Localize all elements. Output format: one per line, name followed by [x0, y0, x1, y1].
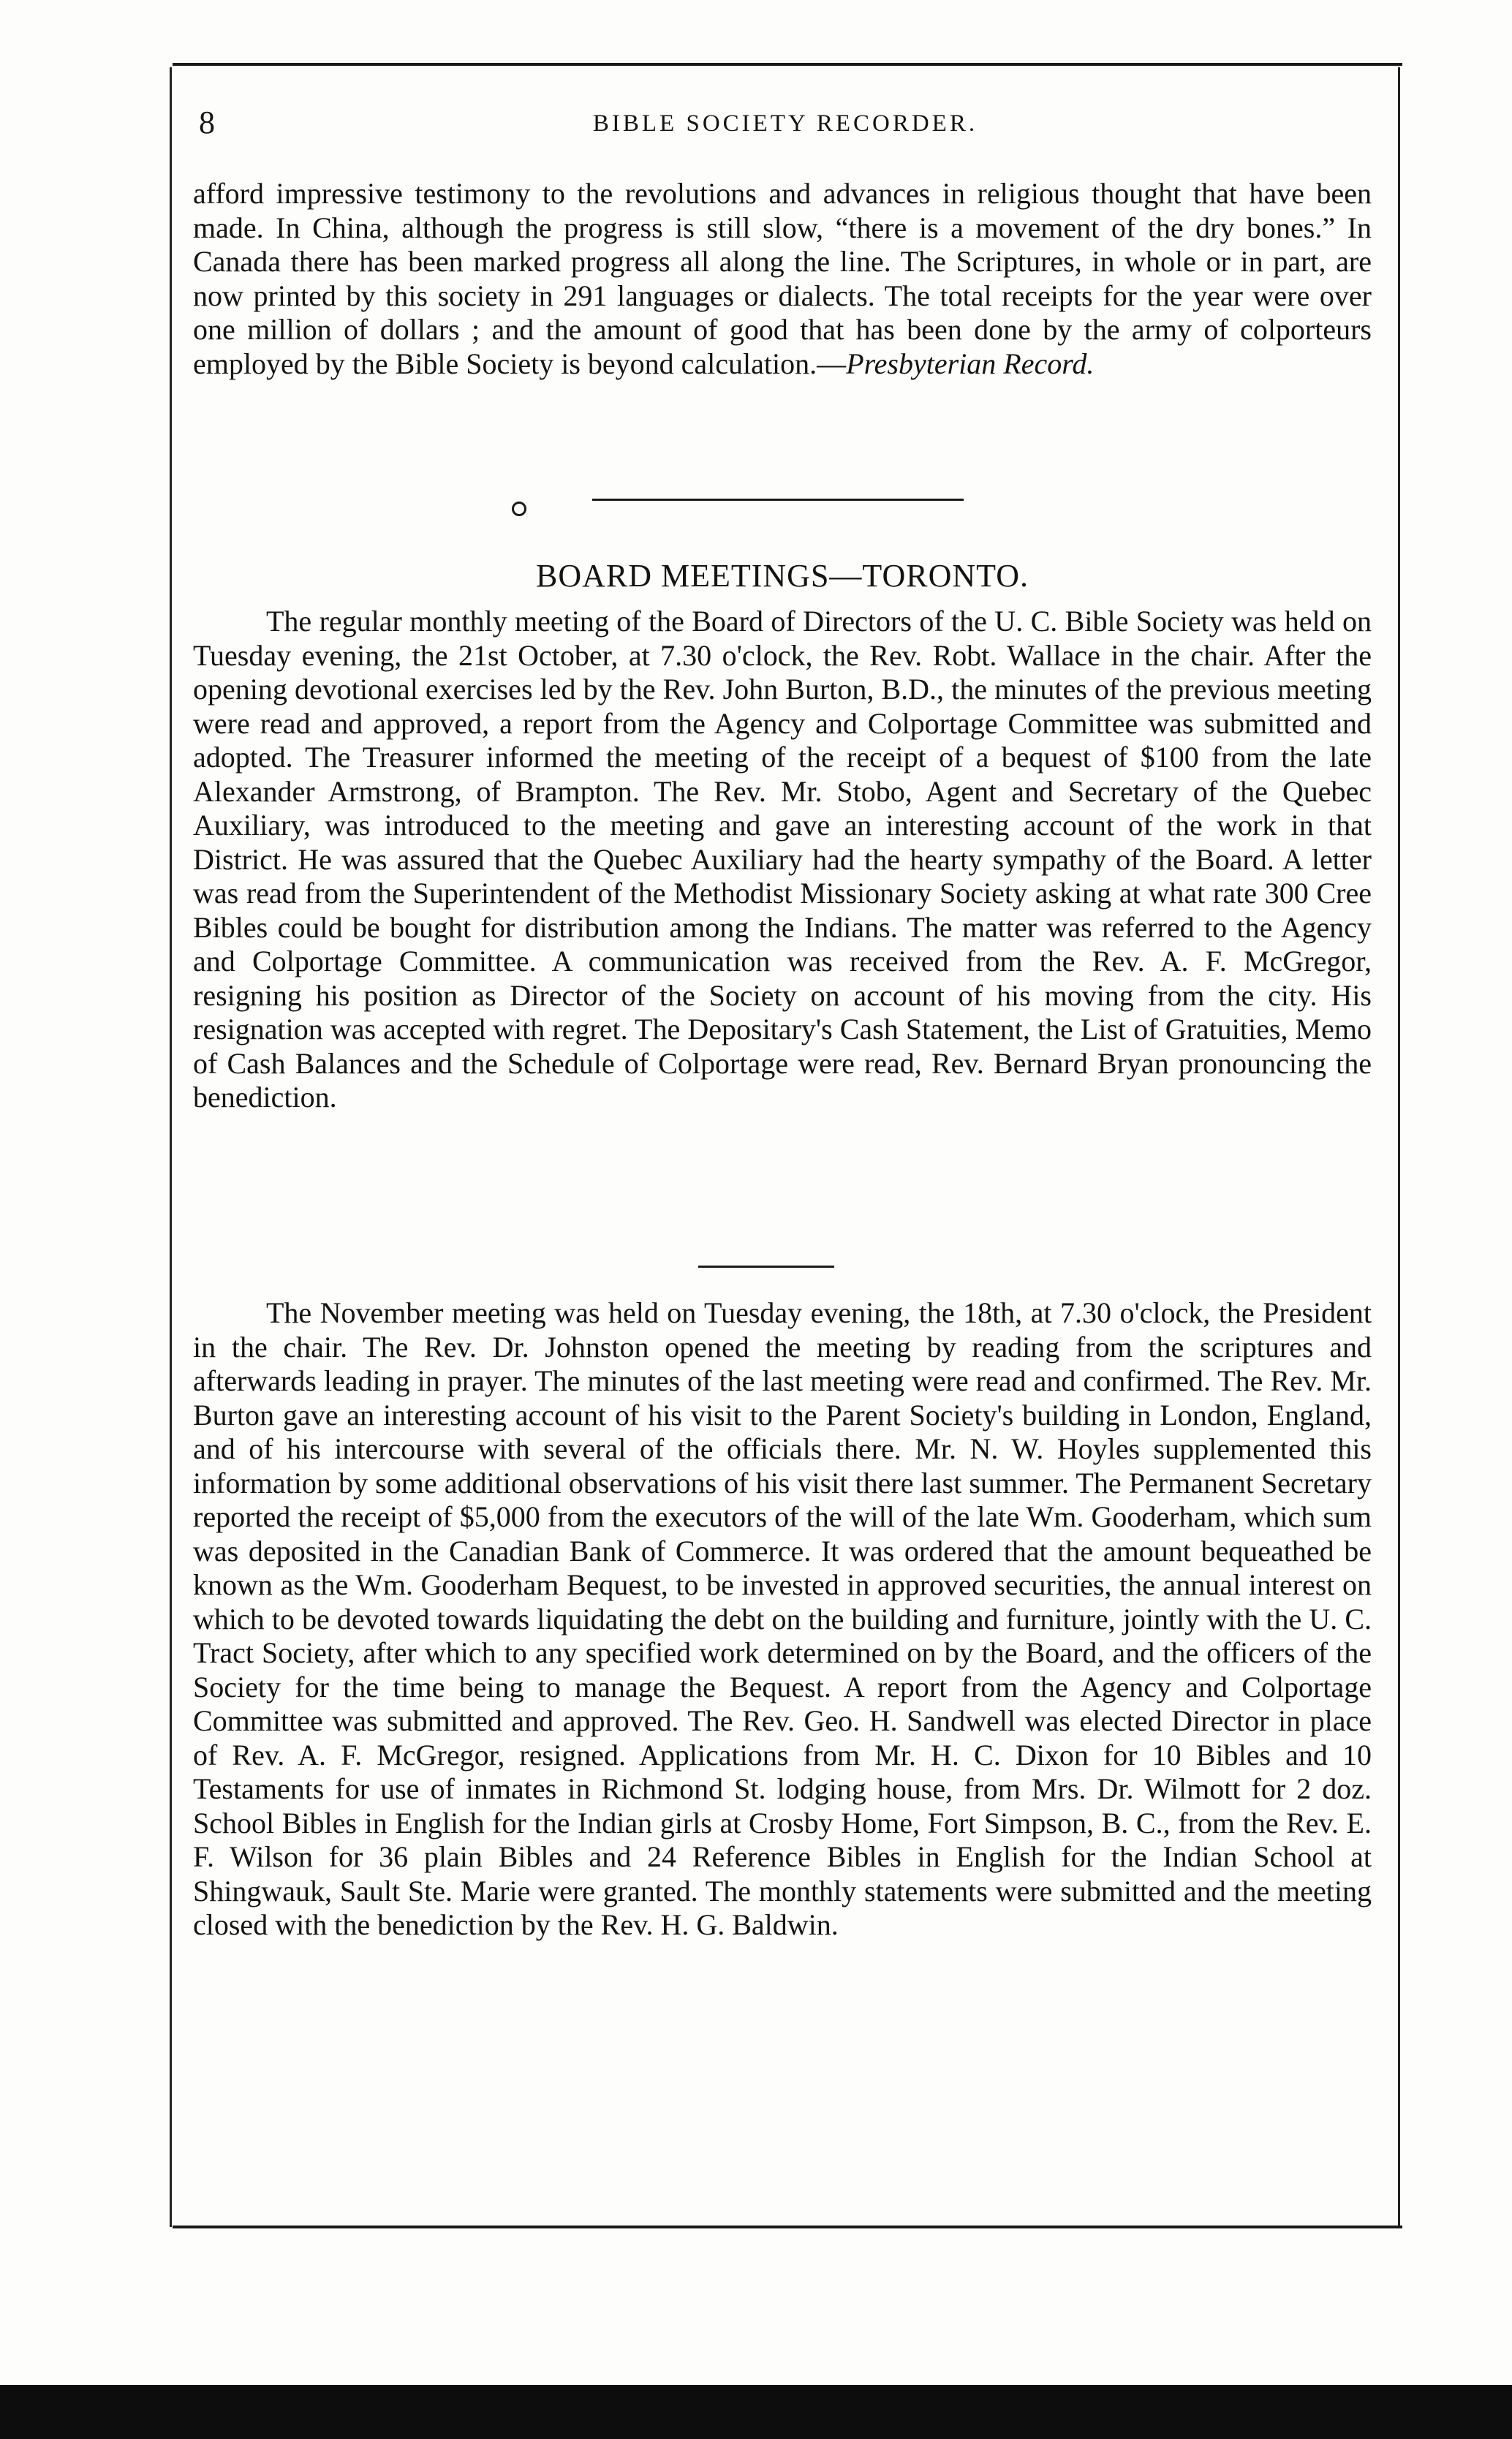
page-header [193, 102, 1377, 146]
left-border-rule [170, 67, 172, 2227]
november-meeting [193, 1296, 1372, 1943]
section-heading: BOARD MEETINGS—TORONTO. [535, 558, 1029, 594]
top-border-rule [173, 63, 1402, 66]
source-citation: Presbyterian Record. [846, 347, 1095, 380]
right-border-rule [1398, 67, 1400, 2227]
ornament-line [592, 499, 964, 501]
ornamental-divider [512, 485, 980, 529]
scan-edge-bar [0, 2385, 1512, 2439]
short-divider-rule [698, 1266, 834, 1268]
running-head: BIBLE SOCIETY RECORDER. [592, 110, 978, 137]
page-number: 8 [199, 105, 215, 140]
bottom-border-rule [173, 2226, 1402, 2228]
october-meeting-paragraph: The regular monthly meeting of the Board of Directors of the U. C. Bible Society was held on Tuesday evening, the 21st October, at 7.30 o'clock, the Rev. Robt. Wallace in the chair. After the opening devotional exercises led by the Rev. John Burton, B.D., the minutes of the previous meeting were read and approved, a report from the Agency and Colportage Committee was submitted and adopted. The Treasurer informed the meeting of the receipt of a bequest of $100 from the late Alexander Armstrong, of Brampton. The Rev. Mr. Stobo, Agent and Secretary of the Quebec Auxiliary, was introduced to the meeting and gave an interesting account of the work in that District. He was assured that the Quebec Auxiliary had the hearty sympathy of the Board. A letter was read from the Superintendent of the Methodist Missionary Society asking at what rate 300 Cree Bibles could be bought for distribution among the Indians. The matter was referred to the Agency and Colportage Committee. A communication was received from the Rev. A. F. McGregor, resigning his position as Director of the Society on account of his moving from the city. His resignation was accepted with regret. The Depositary's Cash Statement, the List of Gratuities, Memo of Cash Balances and the Schedule of Colportage were read, Rev. Bernard Bryan pronouncing the benediction. [193, 605, 1372, 1113]
ornament-circle [512, 502, 526, 516]
continuation-text: afford impressive testimony to the revolutions and advances in religious thought that have been made. In China, although the progress is still slow, “there is a movement of the dry bones.” In Canada there has been marked progress all along the line. The Scriptures, in whole or in part, are now printed by this society in 291 languages or dialects. The total receipts for the year were over one million of dollars ; and the amount of good that has been done by the army of colporteurs employed by the Bible Society is beyond calculation.— [193, 177, 1372, 380]
november-meeting-paragraph: The November meeting was held on Tuesday evening, the 18th, at 7.30 o'clock, the President in the chair. The Rev. Dr. Johnston opened the meeting by reading from the scriptures and afterwards leading in prayer. The minutes of the last meeting were read and confirmed. The Rev. Mr. Burton gave an interesting account of his visit to the Parent Society's building in London, England, and of his intercourse with several of the officials there. Mr. N. W. Hoyles supplemented this information by some additional observations of his visit there last summer. The Permanent Secretary reported the receipt of $5,000 from the executors of the will of the late Wm. Gooderham, which sum was deposited in the Canadian Bank of Commerce. It was ordered that the amount bequeathed be known as the Wm. Gooderham Bequest, to be invested in approved securities, the annual interest on which to be devoted towards liquidating the debt on the building and furniture, jointly with the U. C. Tract Society, after which to any specified work determined on by the Board, and the officers of the Society for the time being to manage the Bequest. A report from the Agency and Colportage Committee was submitted and approved. The Rev. Geo. H. Sandwell was elected Director in place of Rev. A. F. McGregor, resigned. Applications from Mr. H. C. Dixon for 10 Bibles and 10 Testaments for use of inmates in Richmond St. lodging house, from Mrs. Dr. Wilmott for 2 doz. School Bibles in English for the Indian girls at Crosby Home, Fort Simpson, B. C., from the Rev. E. F. Wilson for 36 plain Bibles and 24 Reference Bibles in English for the Indian School at Shingwauk, Sault Ste. Marie were granted. The monthly statements were submitted and the meeting closed with the benediction by the Rev. H. G. Baldwin. [193, 1296, 1372, 1941]
october-meeting [193, 605, 1372, 1115]
article-continuation [193, 177, 1372, 381]
continuation-paragraph [193, 177, 1372, 381]
